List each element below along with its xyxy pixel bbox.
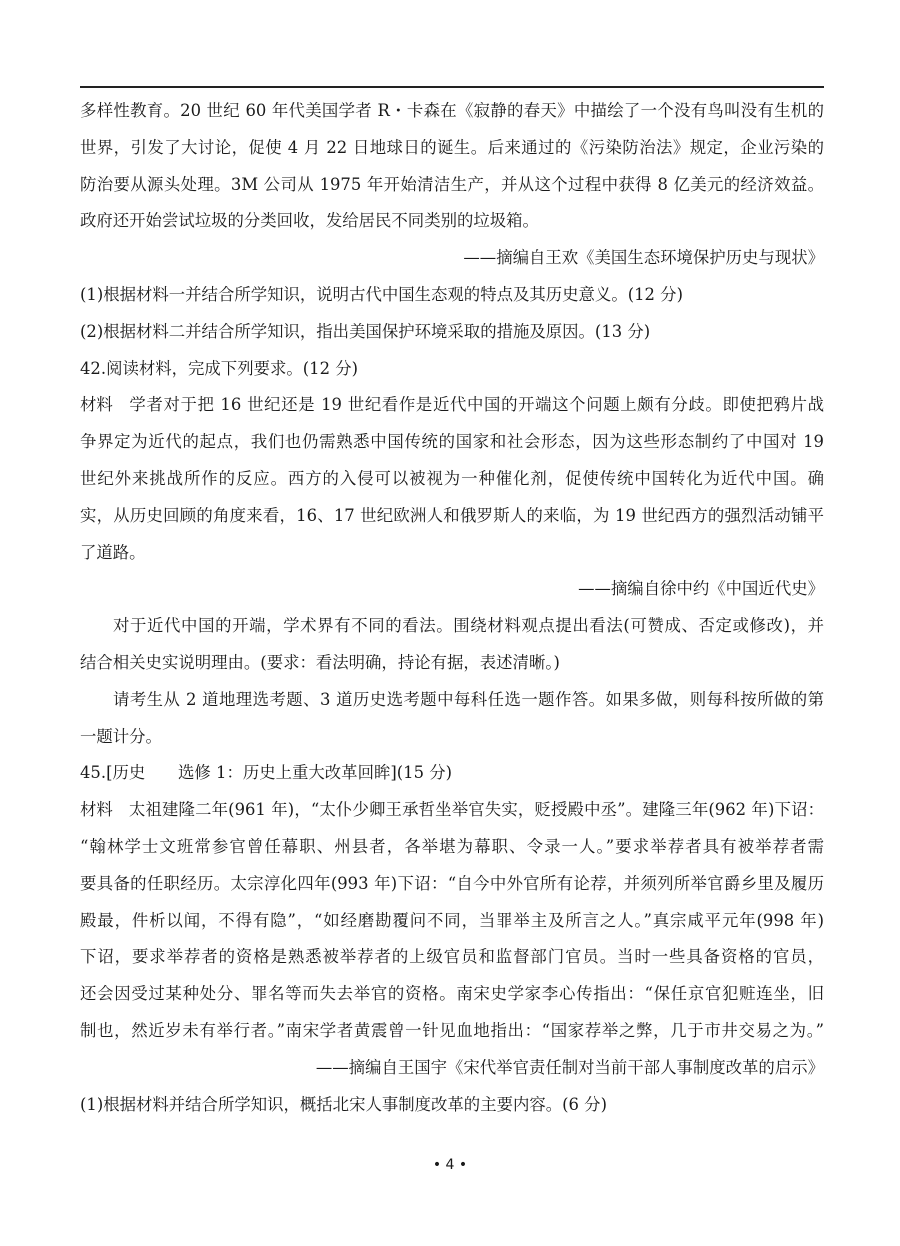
q42-task-line: 结合相关史实说明理由。(要求：看法明确，持论有据，表述清晰。) (80, 652, 560, 672)
q42-source: ——摘编自徐中约《中国近代史》 (578, 579, 824, 599)
q41-question-2: (2)根据材料二并结合所学知识，指出美国保护环境采取的措施及原因。(13 分) (80, 321, 651, 341)
q42-material-line: 实，从历史回顾的角度来看，16、17 世纪欧洲人和俄罗斯人的来临，为 19 世纪西方的强烈活动铺平 (80, 505, 824, 525)
q45-material-label: 材料 (80, 800, 113, 820)
page-content (80, 93, 824, 1123)
q42-material-line: 了道路。 (80, 542, 146, 562)
q45-material-text: 太祖建隆二年(961 年)，“太仆少卿王承哲坐举官失实，贬授殿中丞”。建隆三年(962 年)下诏： (128, 800, 824, 820)
material-two-line: 防治要从源头处理。3M 公司从 1975 年开始清洁生产，并从这个过程中获得 8 亿美元的经济效益。 (80, 174, 824, 194)
q45-material-line: “翰林学士文班常参官曾任幕职、州县者，各举堪为幕职、令录一人。”要求举荐者具有被举荐者需 (80, 836, 824, 856)
elective-note-line: 一题计分。 (80, 726, 162, 746)
q45-material-line: 制也，然近岁未有举行者。”南宋学者黄震曾一针见血地指出：“国家荐举之弊，几于市井交易之为。” (80, 1020, 824, 1040)
material-two-line: 多样性教育。20 世纪 60 年代美国学者 R・卡森在《寂静的春天》中描绘了一个没有鸟叫没有生机的 (80, 101, 824, 120)
material-two-source: ——摘编自王欢《美国生态环境保护历史与现状》 (463, 248, 824, 268)
q42-task-line: 对于近代中国的开端，学术界有不同的看法。围绕材料观点提出看法(可赞成、否定或修改)，并 (113, 616, 824, 636)
q42-material-line: 争界定为近代的起点，我们也仍需熟悉中国传统的国家和社会形态，因为这些形态制约了中国对 19 (80, 432, 824, 452)
q41-question-1: (1)根据材料一并结合所学知识，说明古代中国生态观的特点及其历史意义。(12 分) (80, 284, 683, 304)
material-two-line: 政府还开始尝试垃圾的分类回收，发给居民不同类别的垃圾箱。 (80, 211, 539, 231)
q45-material-line: 下诏，要求举荐者的资格是熟悉被举荐者的上级官员和监督部门官员。当时一些具备资格的官员， (80, 947, 824, 967)
q45-material-line (80, 792, 824, 829)
q45-question-1: (1)根据材料并结合所学知识，概括北宋人事制度改革的主要内容。(6 分) (80, 1094, 607, 1114)
material-two-line: 世界，引发了大讨论，促使 4 月 22 日地球日的诞生。后来通过的《污染防治法》规定，企业污染的 (80, 137, 824, 157)
q42-material-line (80, 387, 824, 424)
page-number: • 4 • (432, 1157, 468, 1173)
q45-material-line: 还会因受过某种处分、罪名等而失去举官的资格。南宋史学家李心传指出：“保任京官犯赃连坐，旧 (80, 984, 824, 1004)
q42-heading: 42.阅读材料，完成下列要求。(12 分) (80, 358, 358, 378)
q42-material-label: 材料 (80, 395, 113, 415)
q42-material-line: 世纪外来挑战所作的反应。西方的入侵可以被视为一种催化剂，促使传统中国转化为近代中国。确 (80, 468, 824, 488)
q42-material-text: 学者对于把 16 世纪还是 19 世纪看作是近代中国的开端这个问题上颇有分歧。即使把鸦片战 (128, 395, 824, 415)
top-rule (80, 86, 824, 88)
q45-material-line: 殿最，件析以闻，不得有隐”，“如经磨勘覆问不同，当罪举主及所言之人。”真宗咸平元年(998 年) (80, 910, 824, 930)
q45-source: ——摘编自王国宇《宋代举官责任制对当前干部人事制度改革的启示》 (315, 1057, 824, 1077)
q45-material-line: 要具备的任职经历。太宗淳化四年(993 年)下诏：“自今中外官所有论荐，并须列所举官爵乡里及履历 (80, 873, 824, 893)
elective-note-line: 请考生从 2 道地理选考题、3 道历史选考题中每科任选一题作答。如果多做，则每科按所做的第 (113, 689, 824, 709)
q45-heading: 45.[历史 选修 1：历史上重大改革回眸](15 分) (80, 763, 452, 783)
